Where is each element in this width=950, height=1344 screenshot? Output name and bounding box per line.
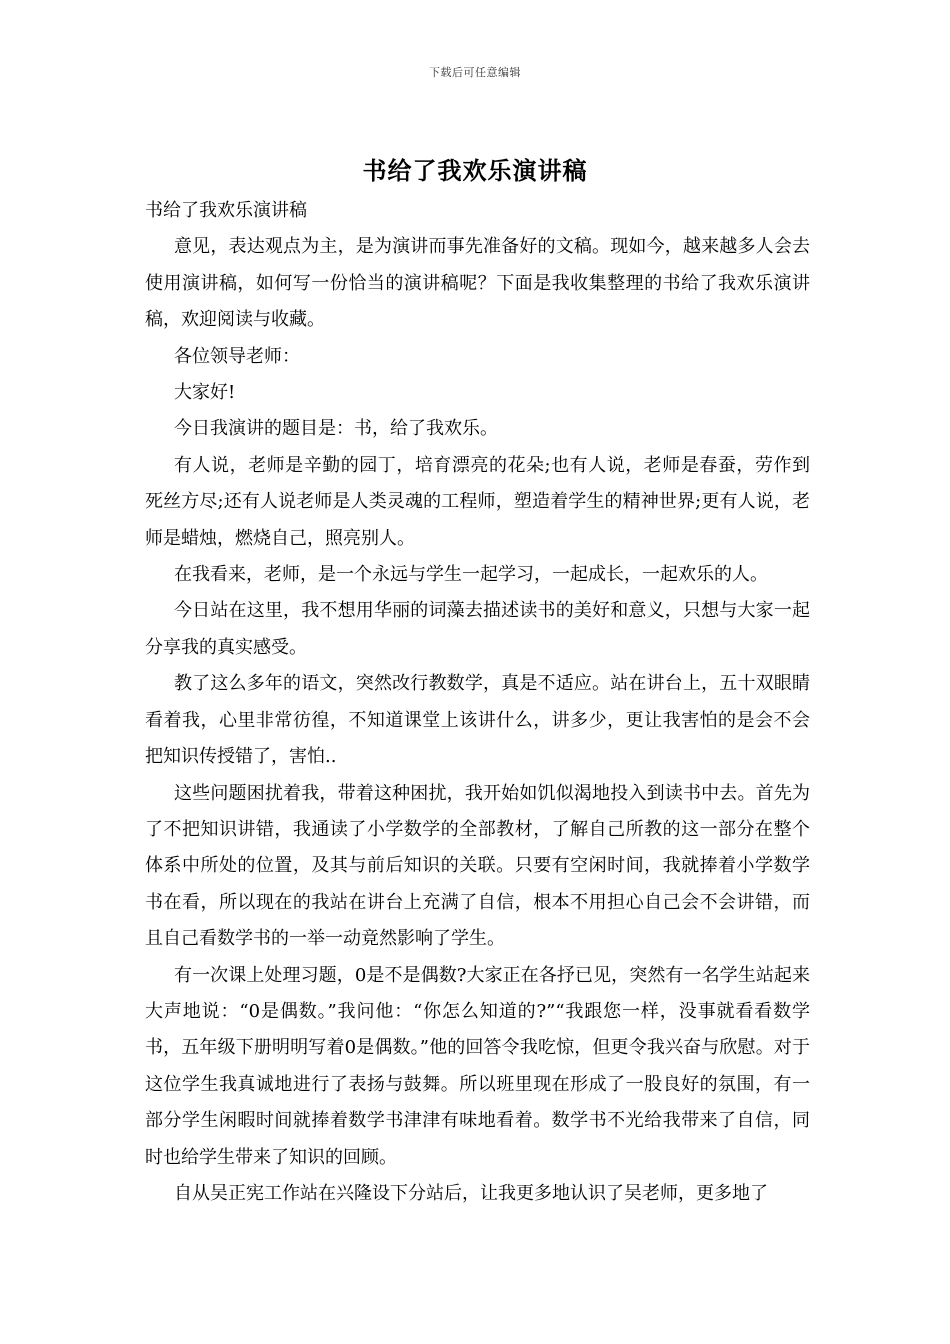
paragraph: 这些问题困扰着我，带着这种困扰，我开始如饥似渴地投入到读书中去。首先为了不把知识讲错，我通读了小学数学的全部教材，了解自己所教的这一部分在整个体系中所处的位置，及其与前后知识的关联。只要有空闲时间，我就捧着小学数学书在看，所以现在的我站在讲台上充满了自信，根本不用担心自己会不会讲错，而且自己看数学书的一举一动竟然影响了学生。 [145, 782, 810, 950]
paragraph: 有人说，老师是辛勤的园丁，培育漂亮的花朵;也有人说，老师是春蚕，劳作到死丝方尽;还有人说老师是人类灵魂的工程师，塑造着学生的精神世界;更有人说，老师是蜡烛，燃烧自己，照亮别人。 [145, 454, 810, 549]
paragraph: 有一次课上处理习题，0是不是偶数?大家正在各抒已见，突然有一名学生站起来大声地说：“0是偶数。”我问他：“你怎么知道的?”“我跟您一样，没事就看看数学书，五年级下册明明写着0是偶数。”他的回答令我吃惊，但更令我兴奋与欣慰。对于这位学生我真诚地进行了表扬与鼓舞。所以班里现在形成了一股良好的氛围，有一部分学生闲暇时间就捧着数学书津津有味地看着。数学书不光给我带来了自信，同时也给学生带来了知识的回顾。 [145, 964, 810, 1168]
document-body [145, 193, 810, 1212]
paragraph-salutation: 各位领导老师： [174, 345, 300, 367]
paragraph: 教了这么多年的语文，突然改行教数学，真是不适应。站在讲台上，五十双眼睛看着我，心里非常彷徨，不知道课堂上该讲什么，讲多少，更让我害怕的是会不会把知识传授错了，害怕.. [145, 673, 810, 768]
paragraph-greeting: 大家好! [174, 382, 236, 404]
paragraph: 自从吴正宪工作站在兴隆设下分站后，让我更多地认识了吴老师，更多地了 [174, 1182, 768, 1204]
header-note: 下载后可任意编辑 [429, 66, 521, 79]
paragraph-subtitle: 书给了我欢乐演讲稿 [145, 200, 307, 221]
paragraph: 今日我演讲的题目是：书，给了我欢乐。 [174, 418, 498, 440]
paragraph: 意见，表达观点为主，是为演讲而事先准备好的文稿。现如今，越来越多人会去使用演讲稿，如何写一份恰当的演讲稿呢？下面是我收集整理的书给了我欢乐演讲稿，欢迎阅读与收藏。 [145, 236, 810, 331]
paragraph: 在我看来，老师，是一个永远与学生一起学习，一起成长，一起欢乐的人。 [174, 564, 768, 586]
document-title: 书给了我欢乐演讲稿 [362, 156, 588, 185]
paragraph: 今日站在这里，我不想用华丽的词藻去描述读书的美好和意义，只想与大家一起分享我的真实感受。 [145, 600, 810, 658]
